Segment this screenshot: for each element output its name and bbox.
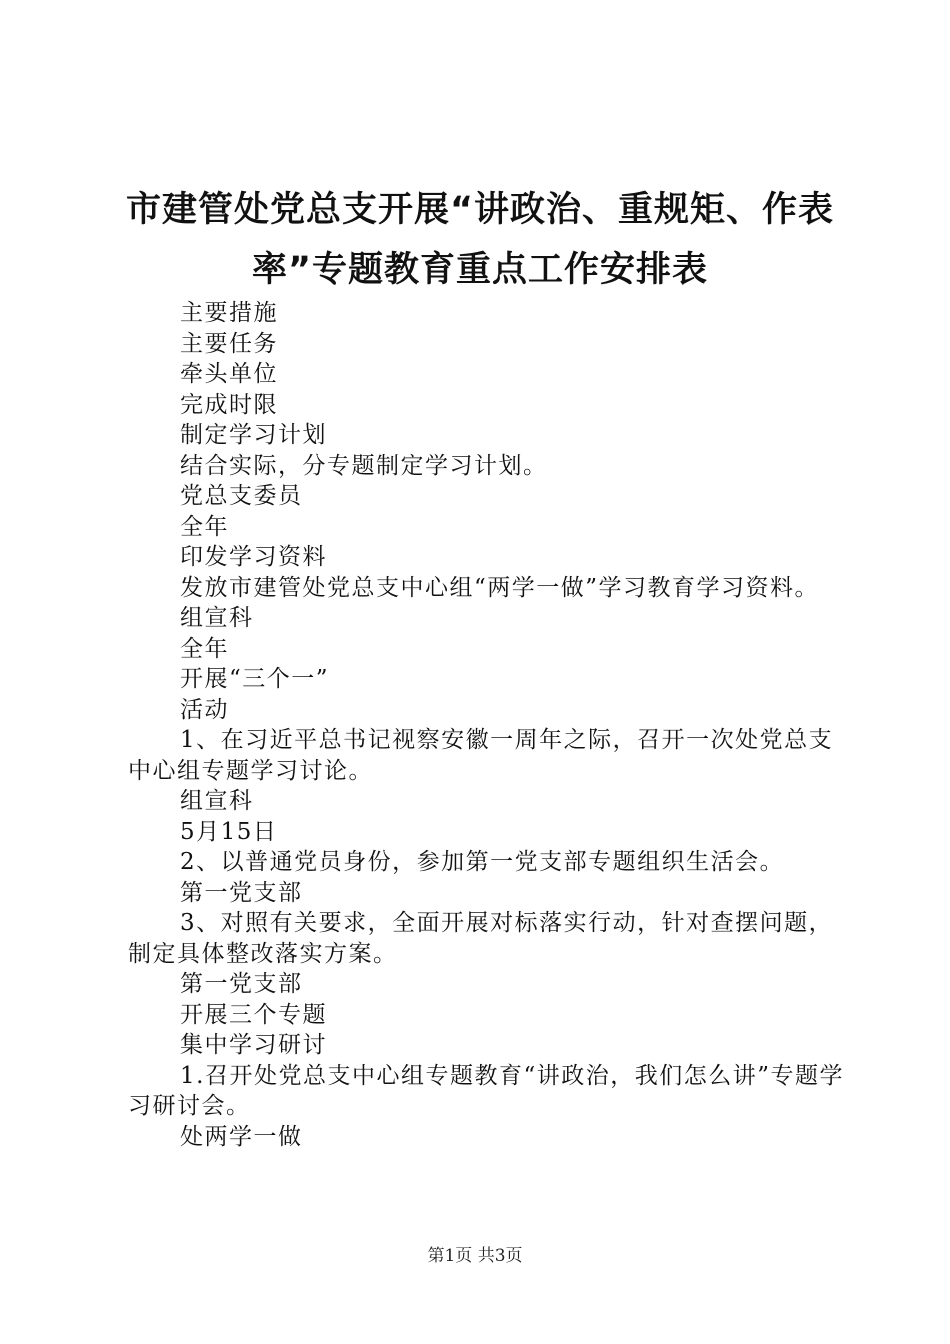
document-title [110,180,850,300]
title-line-2: 率”专题教育重点工作安排表 [251,250,708,290]
paragraph: 主要任务 [180,330,278,357]
document-body [128,298,854,1152]
paragraph: 处两学一做 [180,1123,303,1150]
paragraph: 开展三个专题 [180,1001,327,1028]
paragraph: 结合实际，分专题制定学习计划。 [180,452,548,479]
page-footer: 第1页 共3页 [427,1246,523,1266]
paragraph: 主要措施 [180,300,278,326]
paragraph: 第一党支部 [180,971,303,997]
paragraph: 发放市建管处党总支中心组“两学一做”学习教育学习资料。 [180,574,820,601]
paragraph: 集中学习研讨 [180,1032,327,1058]
paragraph: 党总支委员 [180,483,303,509]
paragraph: 5月15日 [180,818,278,845]
paragraph: 全年 [180,635,229,662]
paragraph: 牵头单位 [180,361,278,387]
paragraph: 组宣科 [180,788,254,814]
paragraph: 1.召开处党总支中心组专题教育“讲政治，我们怎么讲”专题学习研讨会。 [128,1062,844,1119]
paragraph: 3、对照有关要求，全面开展对标落实行动，针对查摆问题，制定具体整改落实方案。 [128,910,834,967]
paragraph: 组宣科 [180,605,254,631]
paragraph: 开展“三个一” [180,666,330,692]
paragraph: 2、以普通党员身份，参加第一党支部专题组织生活会。 [180,849,785,875]
paragraph: 制定学习计划 [180,422,327,448]
paragraph: 印发学习资料 [180,544,327,570]
paragraph: 完成时限 [180,391,278,418]
paragraph: 全年 [180,513,229,540]
title-line-1: 市建管处党总支开展“讲政治、重规矩、作表 [125,190,834,230]
paragraph: 第一党支部 [180,879,303,906]
paragraph: 1、在习近平总书记视察安徽一周年之际，召开一次处党总支中心组专题学习讨论。 [128,727,834,784]
paragraph: 活动 [180,696,229,723]
